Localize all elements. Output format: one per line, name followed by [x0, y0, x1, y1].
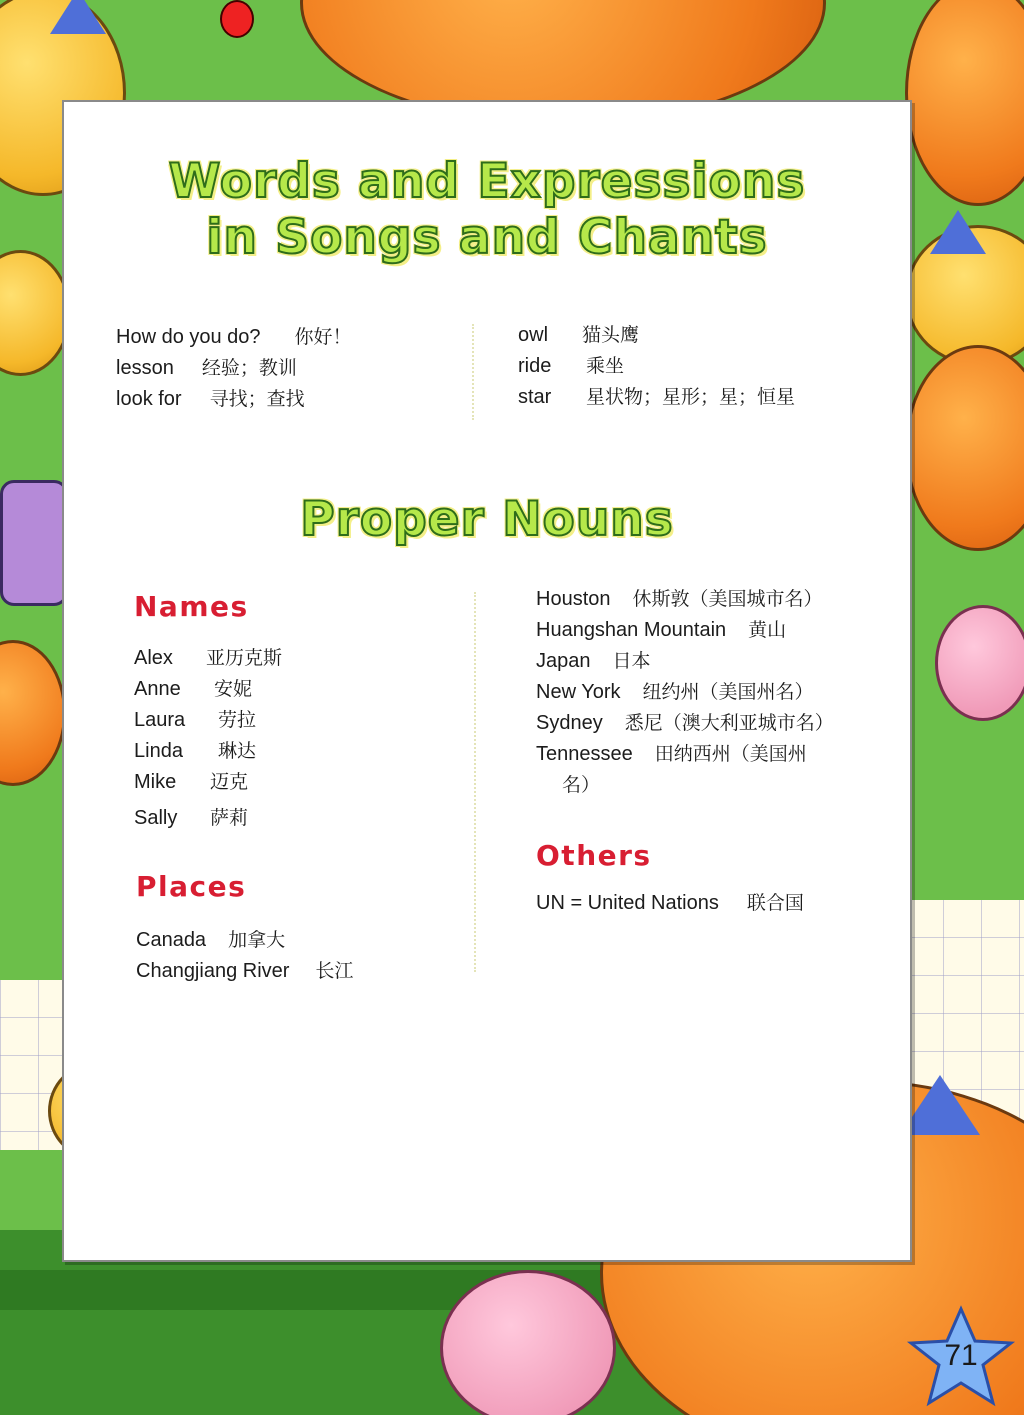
- chinese-meaning: 猫头鹰: [582, 324, 640, 346]
- chinese-meaning: 田纳西州（美国州: [654, 743, 807, 765]
- english-term: ride: [518, 355, 552, 377]
- title-line-1: Words and Expressions: [168, 154, 806, 209]
- vocab-list-right: [518, 320, 795, 413]
- places-section: [136, 870, 353, 987]
- chinese-meaning: 劳拉: [218, 709, 257, 731]
- proper-nouns-heading: Proper Nouns: [300, 492, 674, 547]
- chinese-meaning: 迈克: [210, 771, 249, 793]
- english-term: lesson: [116, 357, 174, 379]
- page-number: 71: [944, 1339, 978, 1372]
- chinese-meaning: 你好！: [294, 326, 352, 348]
- chinese-meaning: 安妮: [214, 678, 253, 700]
- chinese-meaning: 乘坐: [586, 355, 625, 377]
- english-term: Anne: [134, 678, 181, 700]
- page-number-badge: [905, 1305, 1017, 1409]
- pig-cartoon: [935, 605, 1024, 721]
- title-line-2: in Songs and Chants: [206, 210, 768, 265]
- english-term: Tennessee: [536, 743, 633, 765]
- english-term: look for: [116, 388, 182, 410]
- list-item-continuation: [536, 770, 834, 801]
- english-term: star: [518, 386, 552, 408]
- chinese-meaning: 加拿大: [228, 929, 286, 951]
- list-item: [536, 888, 834, 919]
- english-term: Japan: [536, 650, 591, 672]
- english-term: owl: [518, 324, 549, 346]
- chinese-meaning: 纽约州（美国州名）: [642, 681, 814, 703]
- chinese-meaning: 名）: [562, 774, 601, 796]
- list-item: [518, 351, 795, 382]
- list-item: [134, 705, 282, 736]
- vocabulary-card: [62, 100, 912, 1262]
- man-cartoon: [0, 480, 68, 606]
- chinese-meaning: 星状物；星形；星；恒星: [586, 386, 796, 408]
- names-heading: Names: [134, 590, 249, 623]
- list-item: [134, 736, 282, 767]
- list-item: [134, 803, 282, 834]
- chinese-meaning: 黄山: [748, 619, 787, 641]
- english-term: Houston: [536, 588, 611, 610]
- english-term: UN = United Nations: [536, 892, 719, 914]
- column-divider: [474, 592, 476, 972]
- proper-nouns-title: [64, 492, 910, 547]
- list-item: [136, 925, 353, 956]
- words-expressions-title: [64, 154, 910, 266]
- chinese-meaning: 联合国: [746, 892, 804, 914]
- english-term: Sydney: [536, 712, 603, 734]
- chinese-meaning: 萨莉: [210, 807, 249, 829]
- chinese-meaning: 经验；教训: [201, 357, 297, 379]
- places-section-continued: [536, 584, 834, 919]
- list-item: [134, 767, 282, 798]
- leaf-icon: [930, 210, 986, 254]
- others-heading: Others: [536, 839, 652, 872]
- english-term: Sally: [134, 807, 178, 829]
- list-item: [536, 584, 834, 615]
- list-item: [518, 320, 795, 351]
- chinese-meaning: 亚历克斯: [206, 647, 283, 669]
- vocab-list-left: [116, 322, 352, 415]
- chinese-meaning: 休斯敦（美国城市名）: [632, 588, 823, 610]
- english-term: Mike: [134, 771, 177, 793]
- chinese-meaning: 寻找；查找: [209, 388, 305, 410]
- list-item: [536, 677, 834, 708]
- english-term: How do you do?: [116, 326, 261, 348]
- leaf-icon: [900, 1075, 980, 1135]
- list-item: [536, 739, 834, 770]
- english-term: Huangshan Mountain: [536, 619, 727, 641]
- english-term: Changjiang River: [136, 960, 290, 982]
- english-term: Canada: [136, 929, 207, 951]
- places-heading: Places: [136, 870, 247, 903]
- list-item: [536, 615, 834, 646]
- list-item: [134, 674, 282, 705]
- apple-icon: [220, 0, 254, 38]
- english-term: Alex: [134, 647, 173, 669]
- english-term: New York: [536, 681, 621, 703]
- chinese-meaning: 悉尼（澳大利亚城市名）: [624, 712, 834, 734]
- column-divider: [472, 324, 474, 420]
- english-term: Linda: [134, 740, 183, 762]
- names-section: [134, 590, 282, 834]
- list-item: [116, 322, 352, 353]
- list-item: [134, 643, 282, 674]
- list-item: [536, 646, 834, 677]
- list-item: [116, 353, 352, 384]
- list-item: [116, 384, 352, 415]
- list-item: [136, 956, 353, 987]
- leaf-icon: [50, 0, 106, 34]
- chinese-meaning: 日本: [612, 650, 651, 672]
- chinese-meaning: 琳达: [218, 740, 257, 762]
- english-term: Laura: [134, 709, 186, 731]
- list-item: [536, 708, 834, 739]
- girl-cartoon: [440, 1270, 616, 1415]
- chinese-meaning: 长江: [315, 960, 354, 982]
- list-item: [518, 382, 795, 413]
